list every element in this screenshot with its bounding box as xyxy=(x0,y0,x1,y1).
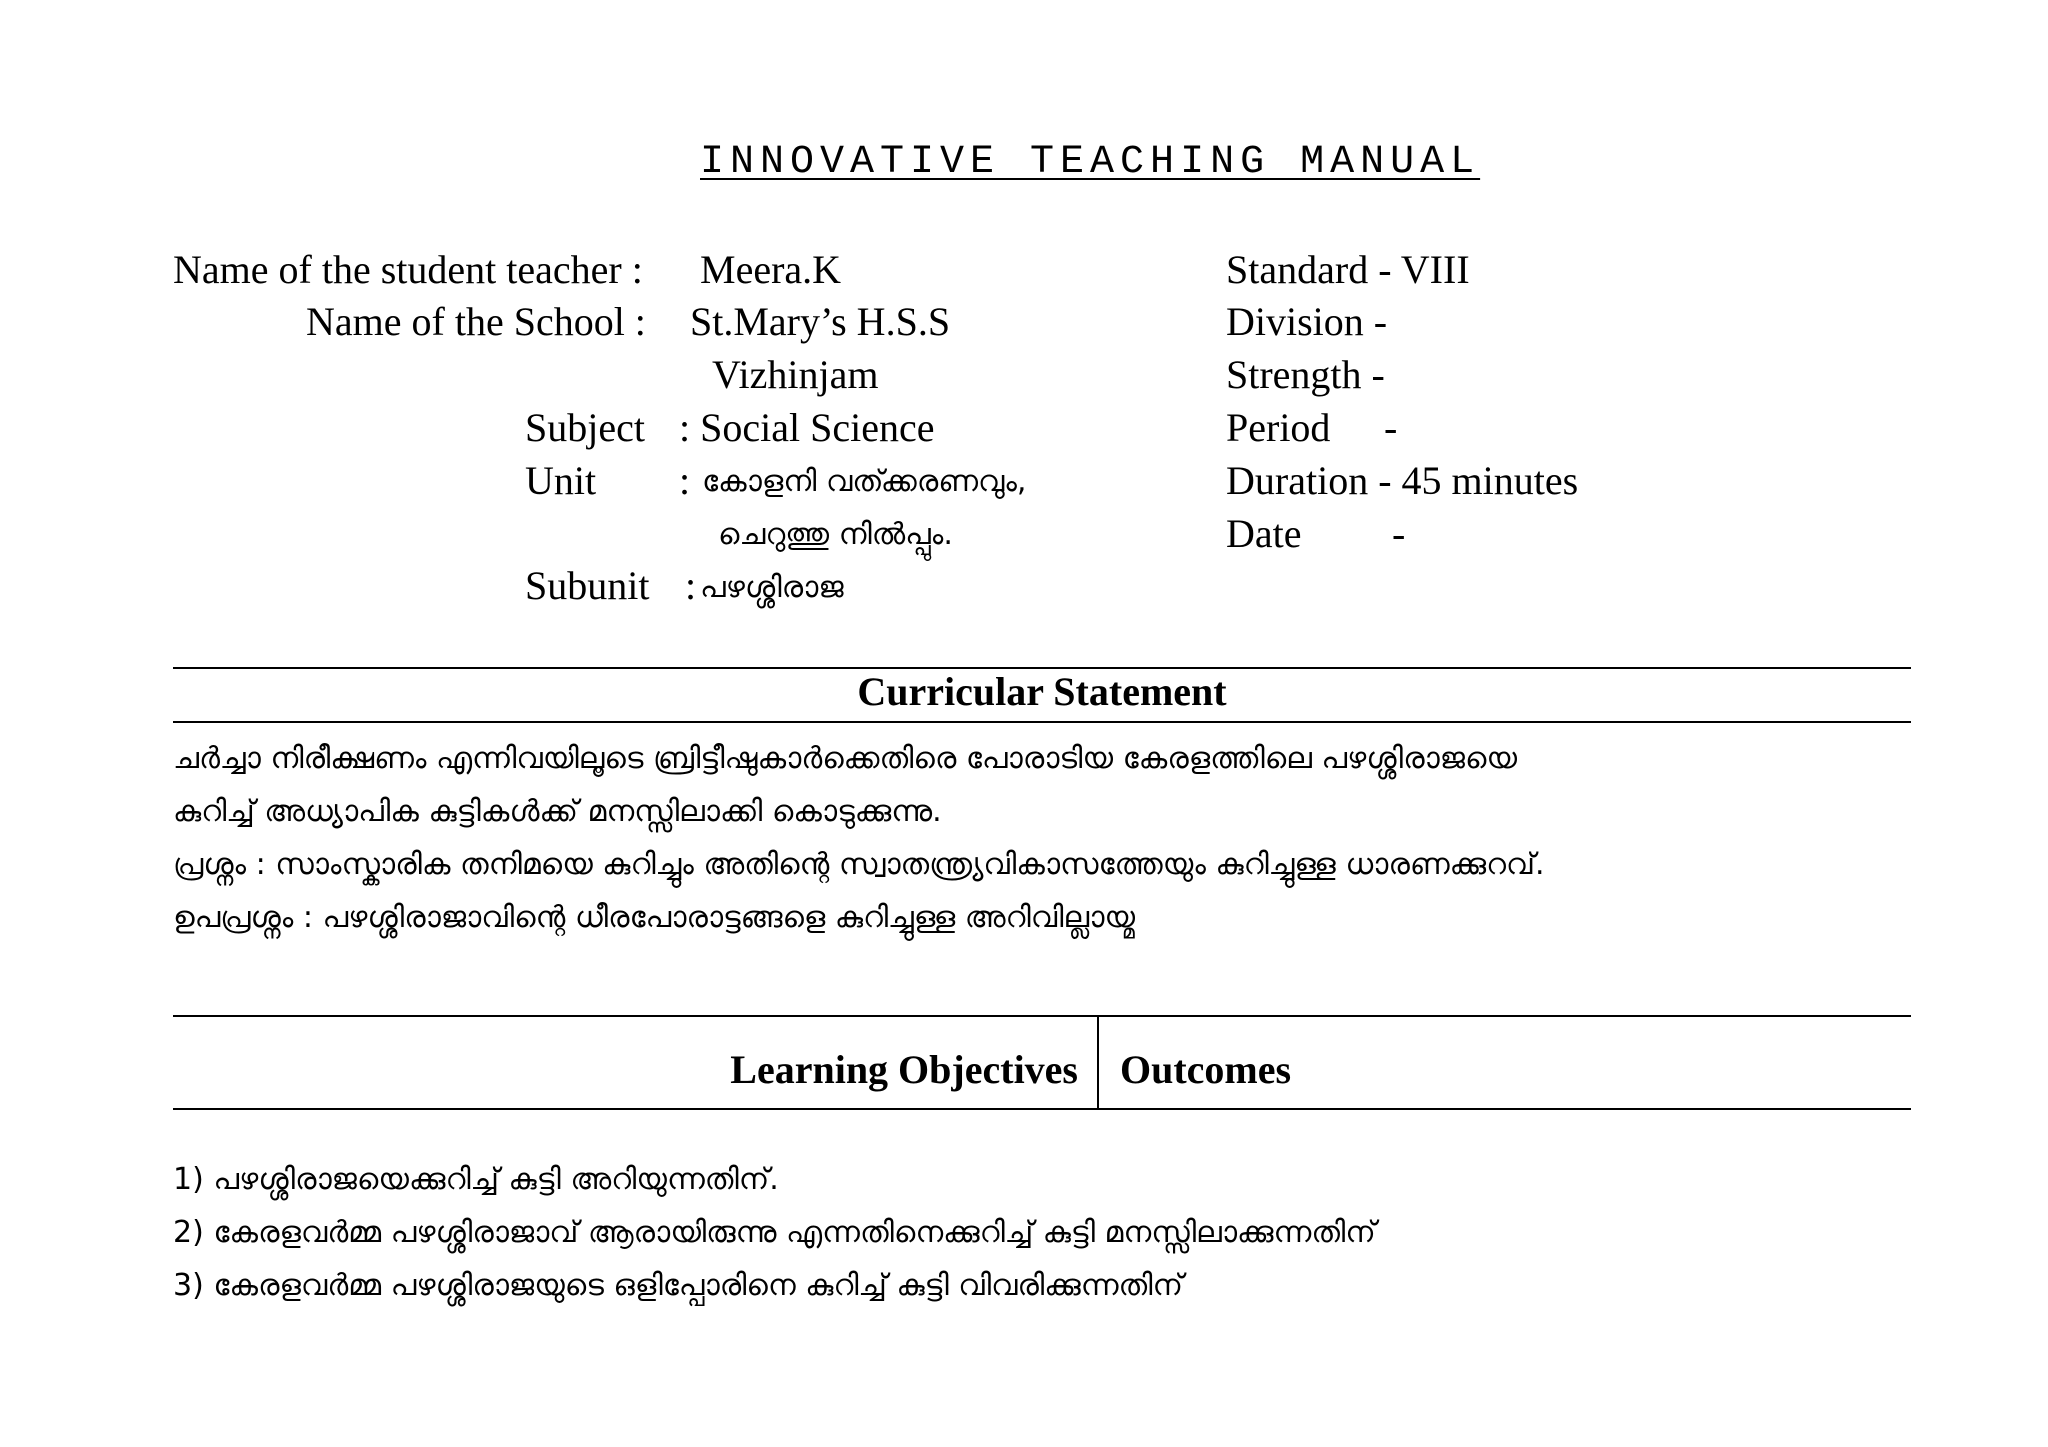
unit-value-line2: ചെറുത്തു നിൽപ്പും. xyxy=(718,517,953,552)
school-label: Name of the School : xyxy=(306,299,646,344)
subunit-colon: : xyxy=(685,563,697,608)
subunit-value: പഴശ്ശിരാജ xyxy=(700,570,844,605)
problem-statement: പ്രശ്നം : സാംസ്കാരിക തനിമയെ കുറിച്ചും അതിന്റെ സ്വാതന്ത്ര്യവികാസത്തേയും കുറിച്ചുള്ള ധാരണക്കുറവ്. xyxy=(173,847,1545,882)
divider-curricular-bottom xyxy=(173,721,1911,723)
curricular-line-1: ചർച്ചാ നിരീക്ഷണം എന്നിവയിലൂടെ ബ്രിട്ടീഷുകാർക്കെതിരെ പോരാടിയ കേരളത്തിലെ പഴശ്ശിരാജയെ xyxy=(173,741,1518,776)
unit-colon: : xyxy=(679,458,691,503)
subject-label: Subject xyxy=(525,405,645,450)
standard: Standard - VIII xyxy=(1226,247,1470,292)
subunit-label: Subunit xyxy=(525,563,650,608)
school-value-line2: Vizhinjam xyxy=(712,352,879,397)
period-dash: - xyxy=(1384,405,1398,450)
division: Division - xyxy=(1226,299,1388,344)
student-teacher-label: Name of the student teacher : xyxy=(173,247,643,292)
subject-value: : Social Science xyxy=(679,405,935,450)
school-value-line1: St.Mary’s H.S.S xyxy=(690,299,951,344)
document-title: INNOVATIVE TEACHING MANUAL xyxy=(700,140,1481,185)
objective-item: 3) കേരളവർമ്മ പഴശ്ശിരാജയുടെ ഒളിപ്പോരിനെ കുറിച്ച് കുട്ടി വിവരിക്കുന്നതിന് xyxy=(173,1268,1184,1303)
subproblem-statement: ഉപപ്രശ്നം : പഴശ്ശിരാജാവിന്റെ ധീരപോരാട്ടങ്ങളെ കുറിച്ചുള്ള അറിവില്ലായ്മ xyxy=(173,900,1136,935)
outcomes-heading: Outcomes xyxy=(1120,1047,1292,1092)
date-label: Date xyxy=(1226,511,1302,556)
learning-objectives-heading: Learning Objectives xyxy=(730,1047,1078,1092)
objective-item: 2) കേരളവർമ്മ പഴശ്ശിരാജാവ് ആരായിരുന്നു എന്നതിനെക്കുറിച്ച് കുട്ടി മനസ്സിലാക്കുന്നതിന് xyxy=(173,1215,1376,1250)
objectives-column-divider xyxy=(1097,1015,1099,1110)
period-label: Period xyxy=(1226,405,1331,450)
date-dash: - xyxy=(1392,511,1406,556)
divider-objectives-top xyxy=(173,1015,1911,1017)
duration: Duration - 45 minutes xyxy=(1226,458,1579,503)
curricular-heading: Curricular Statement xyxy=(857,669,1227,714)
unit-label: Unit xyxy=(525,458,597,503)
objective-item: 1) പഴശ്ശിരാജയെക്കുറിച്ച് കുട്ടി അറിയുന്നതിന്. xyxy=(173,1162,779,1197)
strength: Strength - xyxy=(1226,352,1385,397)
unit-value-line1: കോളനി വത്ക്കരണവും, xyxy=(702,464,1027,499)
student-teacher-value: Meera.K xyxy=(700,247,842,292)
divider-objectives-bottom xyxy=(173,1108,1911,1110)
curricular-line-2: കുറിച്ച് അധ്യാപിക കുട്ടികൾക്ക് മനസ്സിലാക്കി കൊടുക്കുന്നു. xyxy=(173,794,942,829)
